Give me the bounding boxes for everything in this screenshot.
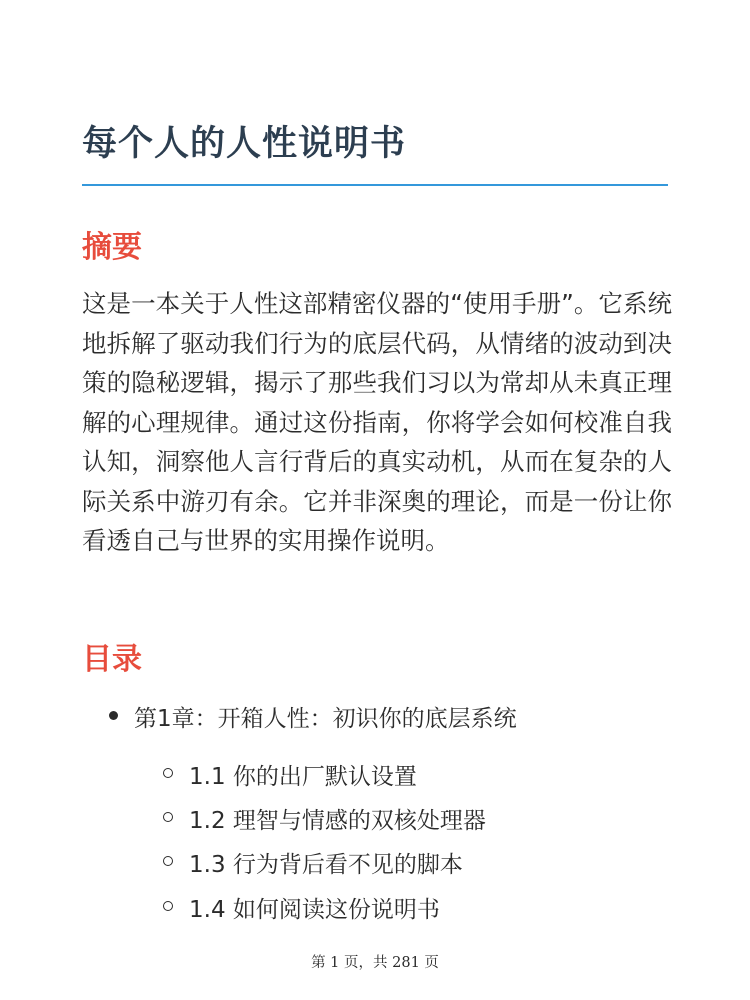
toc-section-item [189, 846, 463, 879]
abstract-heading: 摘要 [82, 230, 142, 265]
toc-section-item [189, 758, 417, 791]
toc-chapter-label: 第1章：开箱人性：初识你的底层系统 [134, 706, 517, 732]
document-title: 每个人的人性说明书 [82, 124, 407, 164]
title-divider [82, 184, 668, 186]
toc-section-label: 1.4 如何阅读这份说明书 [189, 897, 440, 923]
bullet-circle-icon [163, 901, 173, 911]
bullet-circle-icon [163, 856, 173, 866]
bullet-circle-icon [163, 812, 173, 822]
page-footer: 第 1 页，共 281 页 [311, 955, 439, 971]
toc-section-label: 1.3 行为背后看不见的脚本 [189, 852, 463, 878]
bullet-dot-icon [109, 711, 118, 720]
abstract-paragraph: 这是一本关于人性这部精密仪器的“使用手册”。它系统地拆解了驱动我们行为的底层代码，从情绪的波动到决策的隐秘逻辑，揭示了那些我们习以为常却从未真正理解的心理规律。通过这份指南，你将学会如何校准自我认知，洞察他人言行背后的真实动机，从而在复杂的人际关系中游刃有余。它并非深奥的理论，而是一份让你看透自己与世界的实用操作说明。 [82, 289, 672, 555]
toc-section-label: 1.2 理智与情感的双核处理器 [189, 808, 486, 834]
toc-section-item [189, 802, 486, 835]
toc-section-item [189, 891, 440, 924]
toc-section-label: 1.1 你的出厂默认设置 [189, 764, 417, 790]
toc-chapter-item [134, 700, 517, 733]
bullet-circle-icon [163, 768, 173, 778]
toc-heading: 目录 [82, 642, 142, 677]
